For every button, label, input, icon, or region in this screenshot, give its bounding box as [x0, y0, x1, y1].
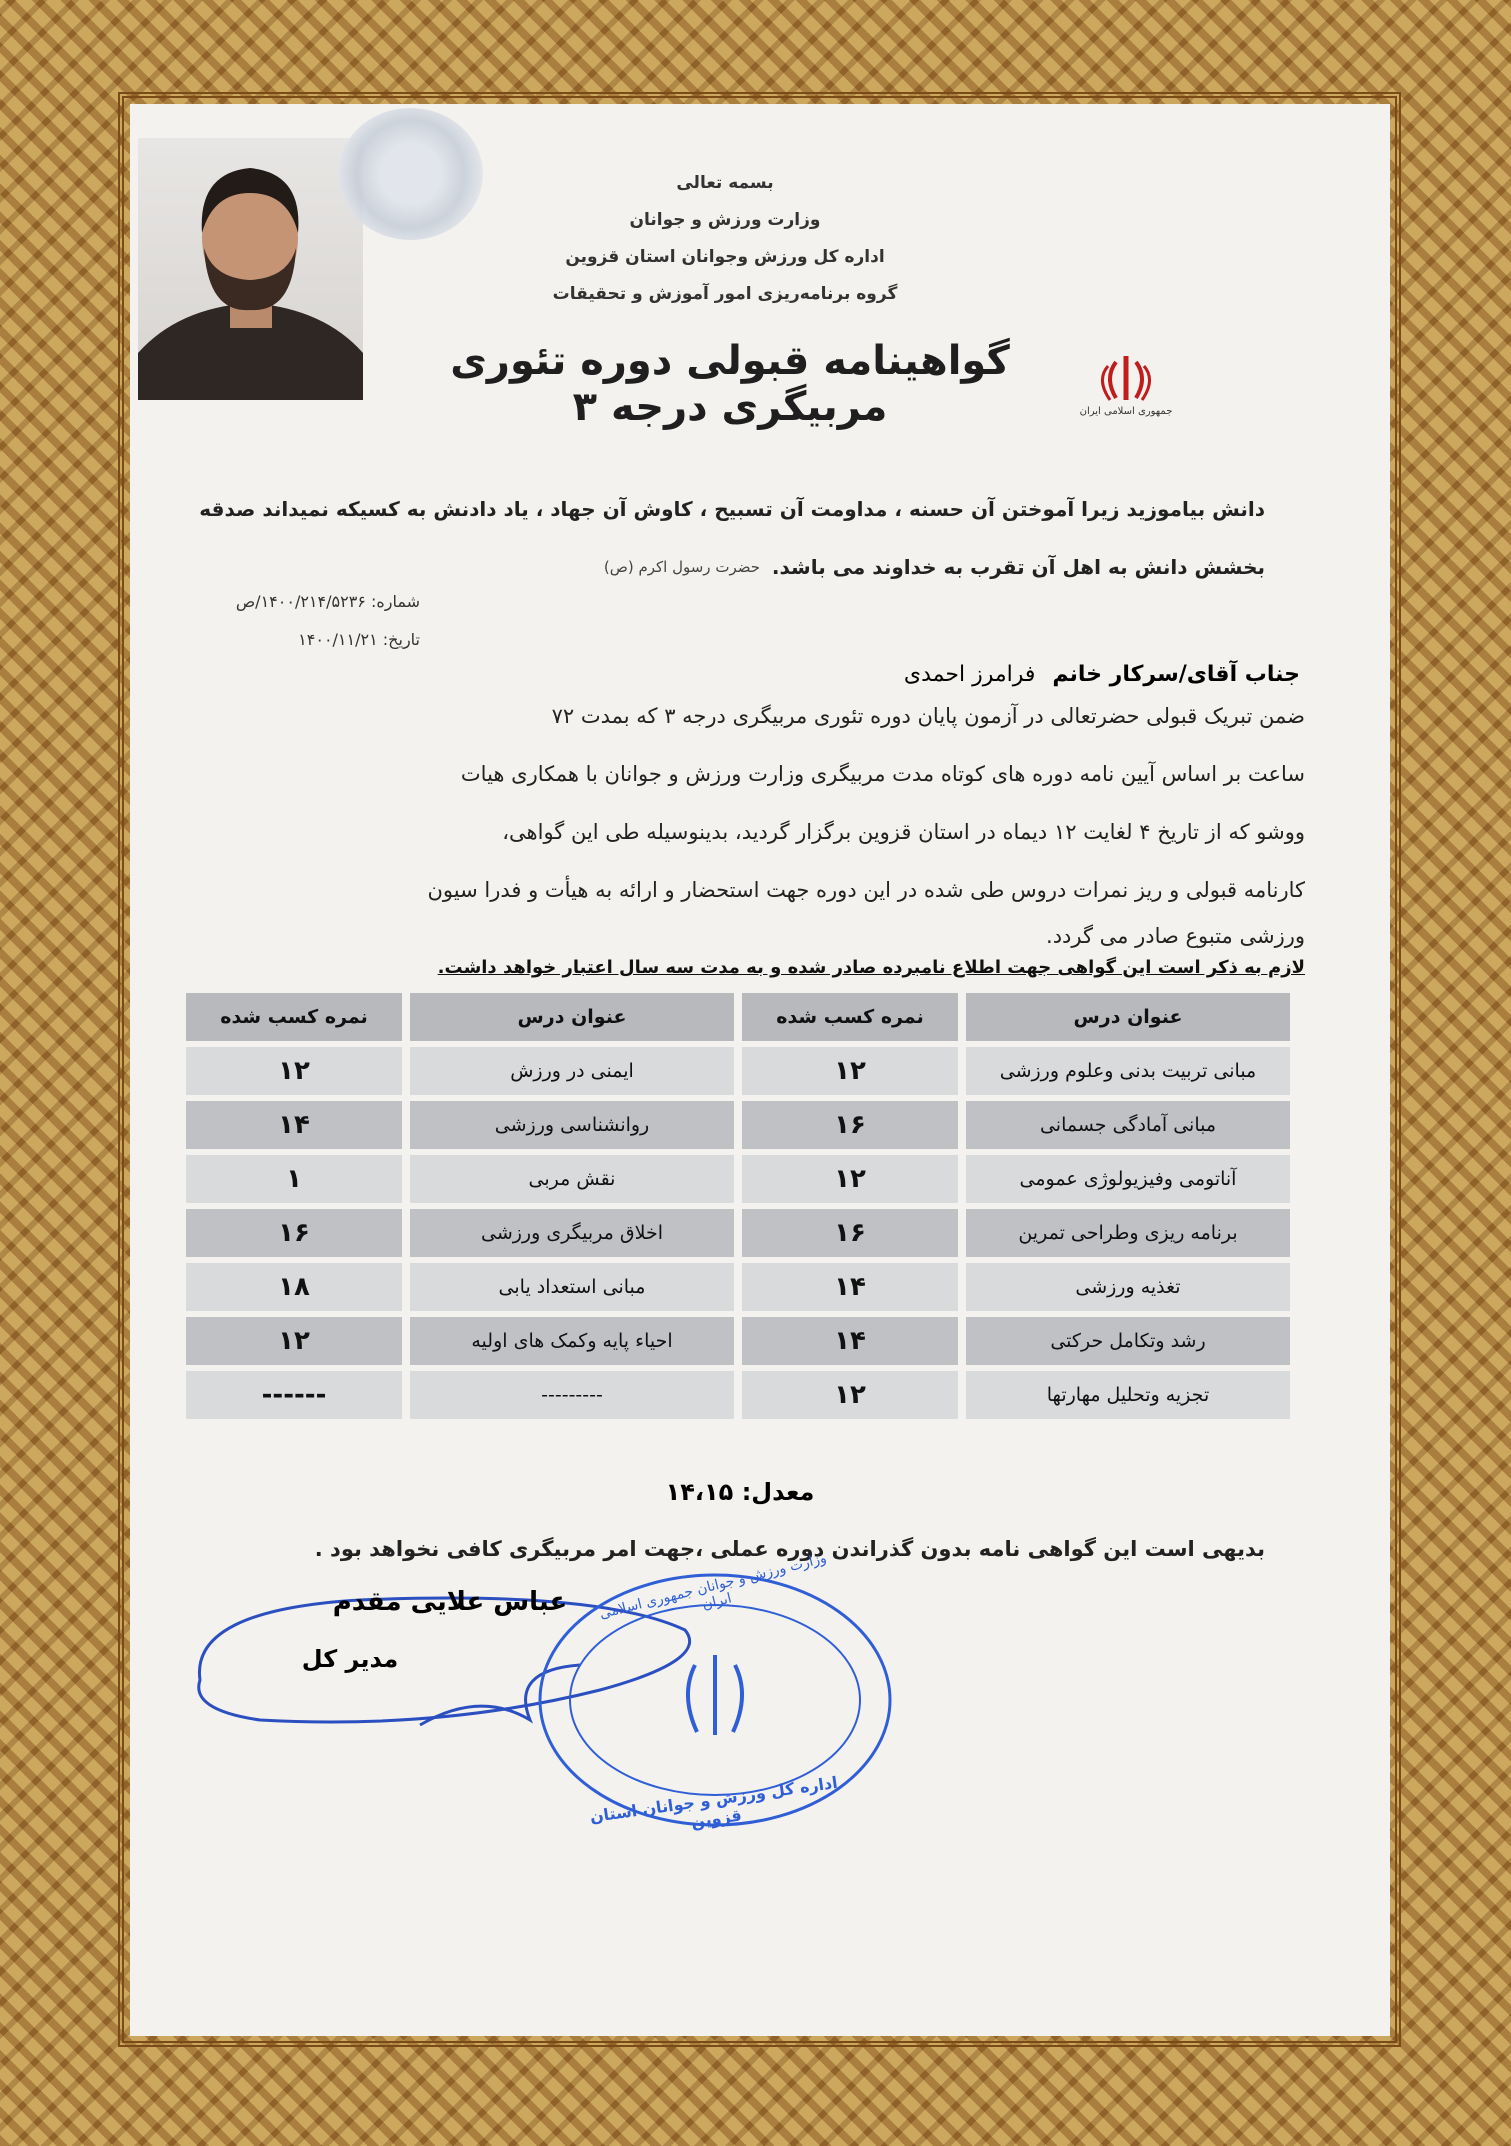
score-cell: ------ [186, 1371, 402, 1419]
score-cell: ۱۴ [742, 1317, 958, 1365]
course-cell: تغذیه ورزشی [966, 1263, 1290, 1311]
body-line-5: ورزشی متبوع صادر می گردد. [1046, 924, 1305, 948]
score-cell: ۱۲ [742, 1047, 958, 1095]
table-row [186, 1209, 1290, 1257]
hologram-seal [338, 108, 483, 240]
course-cell: مبانی استعداد یابی [410, 1263, 734, 1311]
score-cell: ۱۴ [742, 1263, 958, 1311]
table-row [186, 1155, 1290, 1203]
stamp-inner-text: اداره کل ورزش و جوانان استان قزوین [588, 1772, 839, 1832]
ministry-name: وزارت ورزش و جوانان [629, 210, 821, 230]
course-cell: --------- [410, 1371, 734, 1419]
recipient-name: فرامرز احمدی [903, 662, 1036, 687]
validity-notice: لازم به ذکر است این گواهی جهت اطلاع نامبرده صادر شده و به مدت سه سال اعتبار خواهد داشت. [437, 957, 1305, 978]
quote-line-1: دانش بیاموزید زیرا آموختن آن حسنه ، مداومت آن تسبیح ، کاوش آن جهاد ، یاد دادنش به کسیکه نمیداند صدقه [199, 497, 1265, 521]
score-cell: ۱۶ [742, 1101, 958, 1149]
letter-number: شماره: ۱۴۰۰/۲۱۴/۵۲۳۶/ص [235, 592, 420, 611]
course-cell: رشد وتکامل حرکتی [966, 1317, 1290, 1365]
official-stamp [530, 1550, 900, 1840]
score-cell: ۱۸ [186, 1263, 402, 1311]
quote-attribution: حضرت رسول اکرم (ص) [603, 558, 760, 576]
iran-emblem-icon [1079, 350, 1173, 430]
col-header-score: نمره کسب شده [186, 993, 402, 1041]
course-cell: روانشناسی ورزشی [410, 1101, 734, 1149]
stamp-outer-text: وزارت ورزش و جوانان جمهوری اسلامی ایران [597, 1550, 829, 1623]
average-line [620, 1478, 860, 1506]
quote-line-2: بخشش دانش به اهل آن تقرب به خداوند می باشد. [771, 555, 1265, 579]
score-cell: ۱۶ [742, 1209, 958, 1257]
course-cell: آناتومی وفیزیولوژی عمومی [966, 1155, 1290, 1203]
body-line-2: ساعت بر اساس آیین نامه دوره های کوتاه مدت مربیگری وزارت ورزش و جوانان با همکاری هیات [460, 762, 1305, 786]
course-cell: تجزیه وتحلیل مهارتها [966, 1371, 1290, 1419]
certificate-title: گواهینامه قبولی دوره تئوری مربیگری درجه ۳ [450, 338, 1010, 430]
course-cell: اخلاق مربیگری ورزشی [410, 1209, 734, 1257]
table-row [186, 1263, 1290, 1311]
grades-table [178, 987, 1298, 1425]
col-header-course: عنوان درس [410, 993, 734, 1041]
average-value: ۱۴،۱۵ [665, 1478, 734, 1506]
office-name: اداره کل ورزش وجوانان استان قزوین [565, 247, 885, 267]
signatory-role: مدیر کل [301, 1645, 399, 1673]
table-row [186, 1047, 1290, 1095]
course-cell: احیاء پایه وکمک های اولیه [410, 1317, 734, 1365]
table-row [186, 1317, 1290, 1365]
course-cell: مبانی آمادگی جسمانی [966, 1101, 1290, 1149]
col-header-course: عنوان درس [966, 993, 1290, 1041]
emblem-caption: جمهوری اسلامی ایران [1079, 406, 1173, 417]
score-cell: ۱۴ [186, 1101, 402, 1149]
course-cell: برنامه ریزی وطراحی تمرین [966, 1209, 1290, 1257]
score-cell: ۱ [186, 1155, 402, 1203]
course-cell: ایمنی در ورزش [410, 1047, 734, 1095]
course-cell: نقش مربی [410, 1155, 734, 1203]
table-row [186, 1371, 1290, 1419]
group-name: گروه برنامه‌ریزی امور آموزش و تحقیقات [552, 284, 898, 304]
col-header-score: نمره کسب شده [742, 993, 958, 1041]
portrait-photo [138, 138, 363, 400]
score-cell: ۱۲ [742, 1155, 958, 1203]
score-cell: ۱۲ [186, 1317, 402, 1365]
score-cell: ۱۲ [742, 1371, 958, 1419]
score-cell: ۱۲ [186, 1047, 402, 1095]
table-header-row [186, 993, 1290, 1041]
bismillah: بسمه تعالی [676, 173, 774, 193]
footer-note: بدیهی است این گواهی نامه بدون گذراندن دوره عملی ،جهت امر مربیگری کافی نخواهد بود . [314, 1537, 1265, 1561]
average-label: معدل: [741, 1478, 815, 1506]
recipient-line [700, 662, 1300, 687]
body-line-4: کارنامه قبولی و ریز نمرات دروس طی شده در این دوره جهت استحضار و ارائه به هیأت و فدرا سیون [427, 878, 1305, 902]
body-line-3: ووشو که از تاریخ ۴ لغایت ۱۲ دیماه در استان قزوین برگزار گردید، بدینوسیله طی این گواهی، [502, 820, 1305, 844]
course-cell: مبانی تربیت بدنی وعلوم ورزشی [966, 1047, 1290, 1095]
table-row [186, 1101, 1290, 1149]
salutation: جناب آقای/سرکار خانم [1052, 662, 1300, 687]
body-line-1: ضمن تبریک قبولی حضرتعالی در آزمون پایان دوره تئوری مربیگری درجه ۳ که بمدت ۷۲ [551, 704, 1305, 728]
signatory-name: عباس علایی مقدم [332, 1587, 568, 1617]
score-cell: ۱۶ [186, 1209, 402, 1257]
letter-date: تاریخ: ۱۴۰۰/۱۱/۲۱ [298, 630, 420, 649]
